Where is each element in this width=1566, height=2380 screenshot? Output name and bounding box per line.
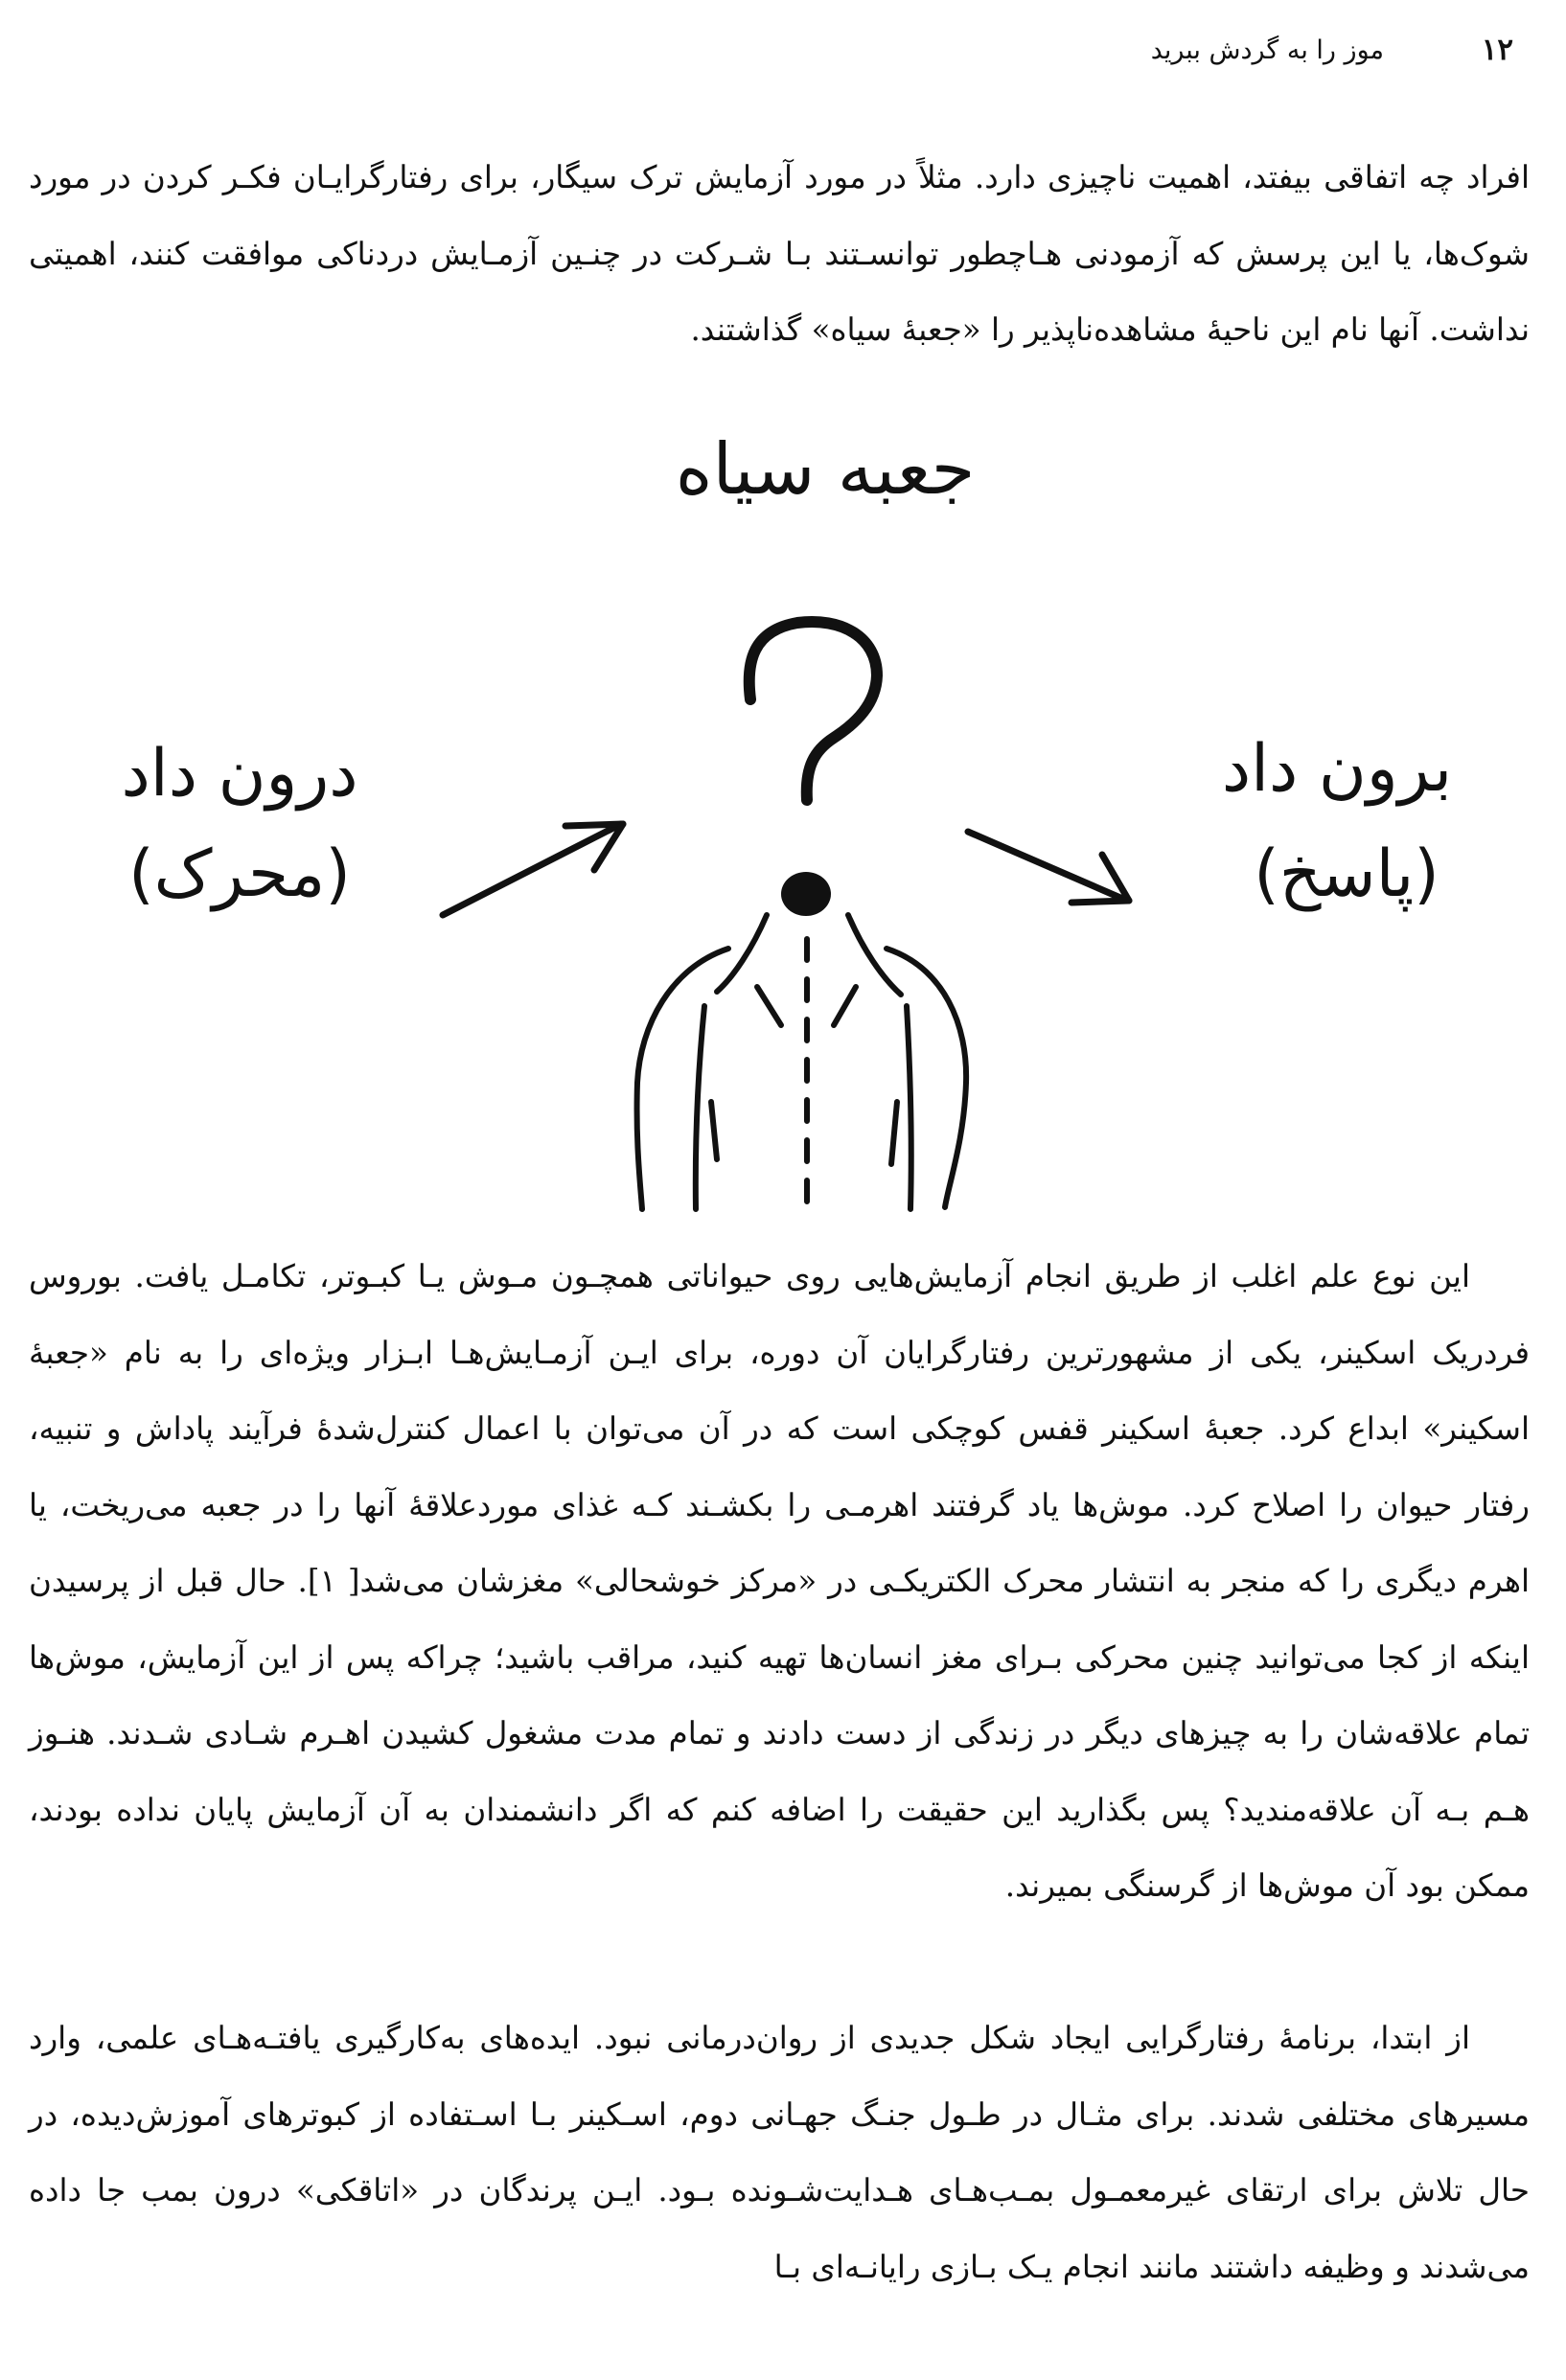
figure-title: جعبه سیاه	[675, 428, 976, 511]
page-number: ۱۲	[1481, 33, 1513, 67]
output-arrow	[968, 832, 1129, 903]
question-mark-head	[749, 622, 877, 916]
input-label: درون داد	[121, 736, 358, 812]
output-label: برون داد	[1221, 731, 1453, 807]
black-box-diagram	[0, 412, 1566, 1236]
page-header	[58, 33, 1513, 71]
output-sublabel: (پاسخ)	[1254, 836, 1439, 912]
input-arrow	[443, 824, 623, 915]
black-box-figure	[0, 412, 1566, 1236]
running-title: موز را به گردش ببرید	[1150, 35, 1384, 65]
torso-sketch	[637, 915, 967, 1209]
input-sublabel: (محرک)	[128, 836, 351, 912]
paragraph-2: این نوع علم اغلب از طریق انجام آزمایش‌هایی روی حیواناتی همچـون مـوش یـا کبـوتر، تکامـل یافت. بوروس فردریک اسکینر، یکی از مشهورترین رفتارگرایان آن دوره، برای ایـن آزمـایش‌هـا ابـزار ویژه‌ای را به نام «جعبهٔ اسکینر» ابداع کرد. جعبهٔ اسکینر قفس کوچکی است که در آن می‌توان با اعمال کنترل‌شدهٔ فرآیند پاداش و تنبیه، رفتار حیوان را اصلاح کرد. موش‌ها یاد گرفتند اهرمـی را بکشـند کـه غذای موردعلاقهٔ آنها را در جعبه می‌ریخت، یا اهرم دیگری را که منجر به انتشار محرک الکتریکـی در «مرکز خوشحالی» مغزشان می‌شد[ ۱]. حال قبل از پرسیدن اینکه از کجا می‌توانید چنین محرکی بـرای مغز انسان‌ها تهیه کنید، مراقب باشید؛ چراکه پس از این آزمایش، موش‌ها تمام علاقه‌شان را به چیزهای دیگر در زندگی از دست دادند و تمام مدت مشغول کشیدن اهـرم شـادی شـدند. هنـوز هـم بـه آن علاقه‌مندید؟ پس بگذارید این حقیقت را اضافه کنم که اگر دانشمندان به آن آزمایش پایان نداده بودند، ممکن بود آن موش‌ها از گرسنگی بمیرند.	[29, 1258, 1531, 1904]
paragraph-1: افراد چه اتفاقی بیفتد، اهمیت ناچیزی دارد. مثلاً در مورد آزمایش ترک سیگار، برای رفتارگرایـان فکـر کردن در مورد شوک‌ها، یا این پرسش که آزمودنی هـاچطور توانسـتند بـا شـرکت در چنـین آزمـایش دردناکی موافقت کنند، اهمیتی نداشت. آنها نام این ناحیهٔ مشاهده‌ناپذیر را «جعبهٔ سیاه» گذاشتند.	[29, 159, 1530, 348]
paragraph-3: از ابتدا، برنامهٔ رفتارگرایی ایجاد شکل جدیدی از روان‌درمانی نبود. ایده‌های به‌کارگیری یافتـه‌هـای علمی، وارد مسیرهای مختلفی شدند. برای مثـال در طـول جنـگ جهـانی دوم، اسـکینر بـا اسـتفاده از کبوترهای آموزش‌دیده، در حال تلاش برای ارتقای غیرمعمـول بمـب‌هـای هـدایت‌شـونده بـود. ایـن پرندگان در «اتاقکی» درون بمب جا داده می‌شدند و وظیفه داشتند مانند انجام یـک بـازی رایانـه‌ای بـا	[29, 2020, 1530, 2285]
